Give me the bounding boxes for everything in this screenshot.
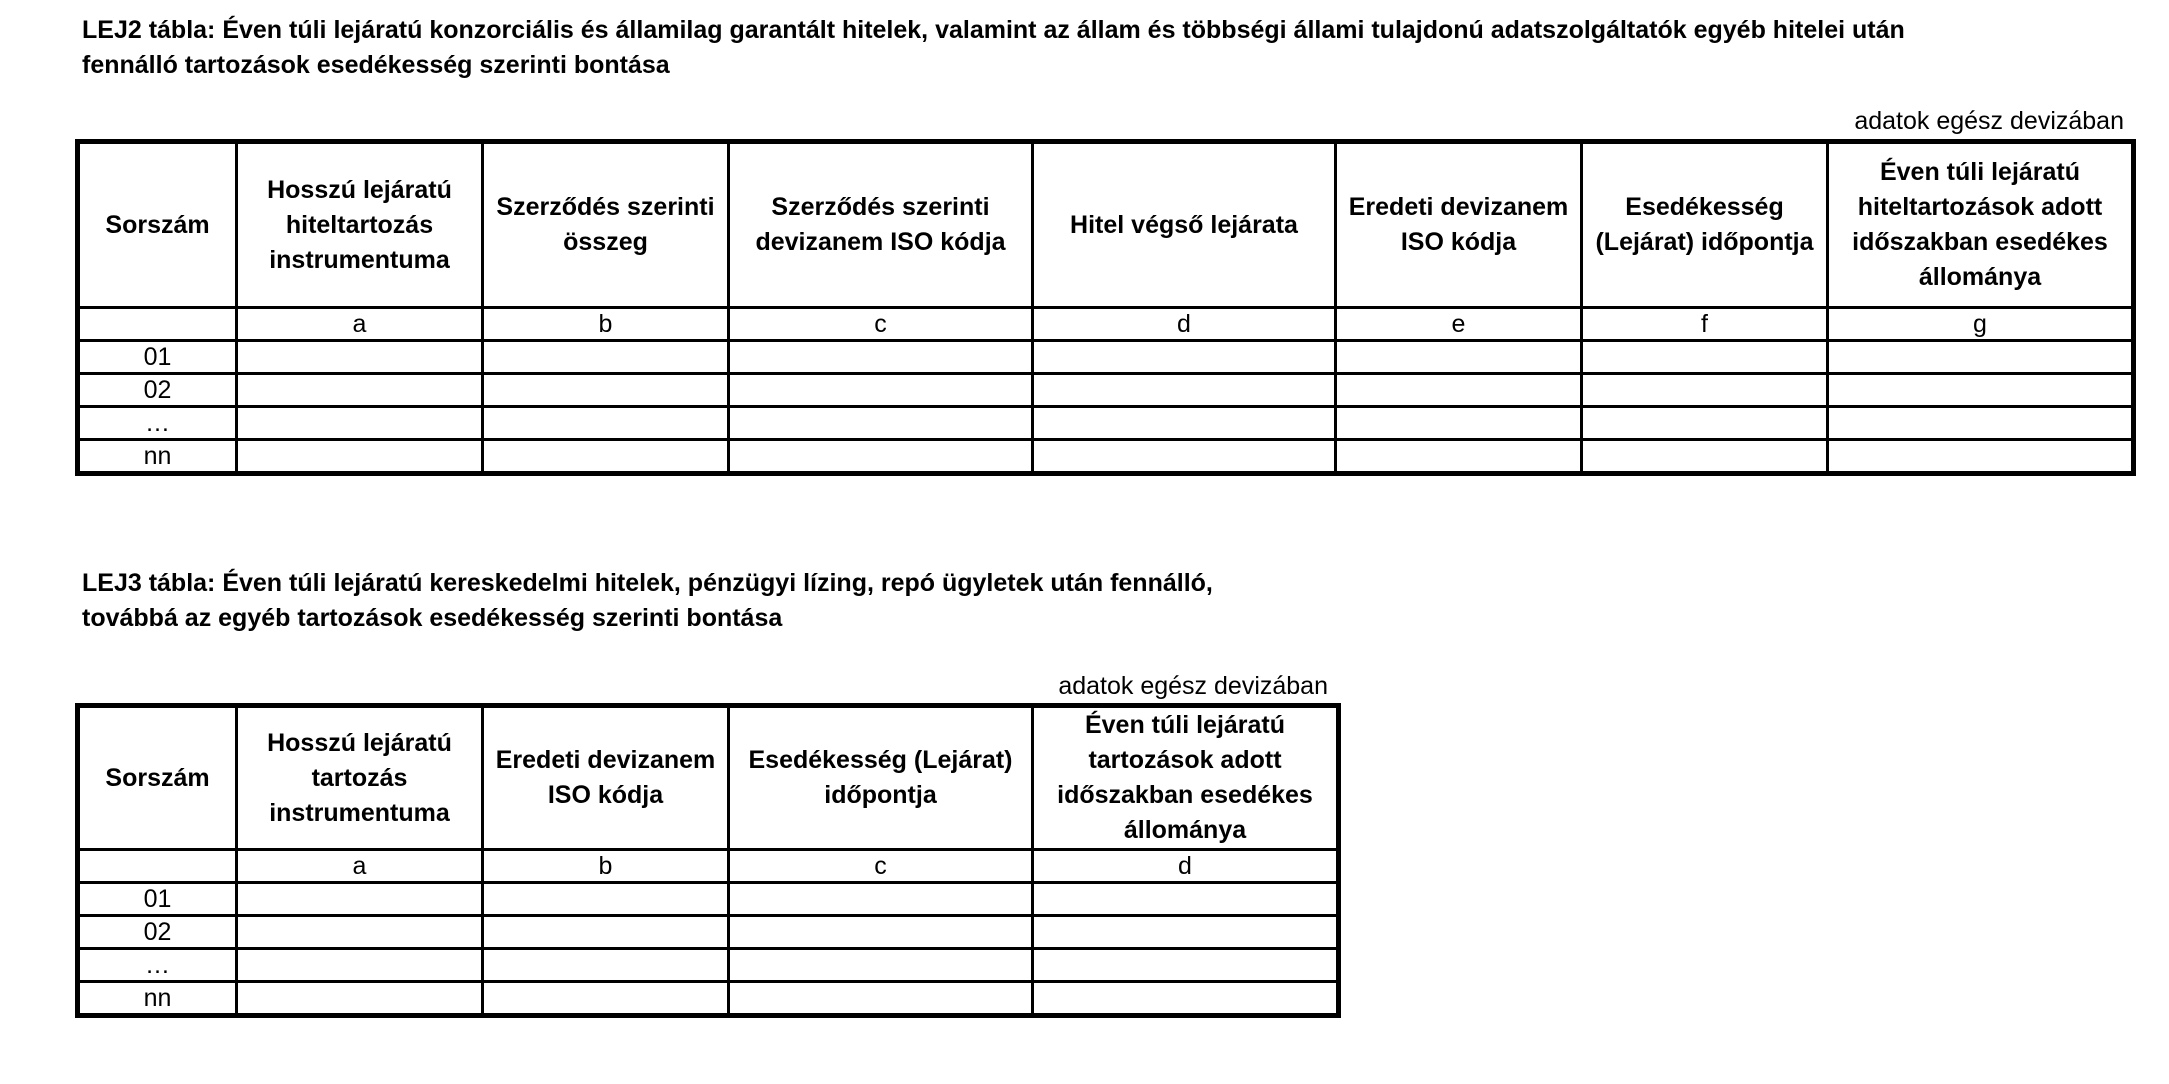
lej3-row-number: 01 bbox=[78, 883, 237, 916]
lej2-data-cell[interactable] bbox=[237, 341, 483, 374]
lej3-header-sorszam: Sorszám bbox=[78, 706, 237, 850]
lej3-row-number: 02 bbox=[78, 916, 237, 949]
lej3-table-title bbox=[82, 566, 1213, 636]
lej3-letter-cell: d bbox=[1033, 850, 1339, 883]
lej2-data-cell[interactable] bbox=[1828, 374, 2134, 407]
lej3-table-row bbox=[78, 982, 1339, 1016]
lej3-data-cell[interactable] bbox=[237, 916, 483, 949]
lej2-header-row bbox=[78, 142, 2134, 308]
lej2-row-number: 02 bbox=[78, 374, 237, 407]
lej3-row-number: … bbox=[78, 949, 237, 982]
lej3-data-cell[interactable] bbox=[483, 883, 729, 916]
lej2-table-row bbox=[78, 341, 2134, 374]
lej2-header-final-maturity: Hitel végső lejárata bbox=[1033, 142, 1336, 308]
lej2-data-cell[interactable] bbox=[1336, 374, 1582, 407]
lej2-header-original-currency-iso: Eredeti devizanem ISO kódja bbox=[1336, 142, 1582, 308]
lej2-letter-cell: a bbox=[237, 308, 483, 341]
lej2-data-cell[interactable] bbox=[483, 440, 729, 474]
lej3-currency-note: adatok egész devizában bbox=[1058, 672, 1328, 700]
lej2-title-line-1: LEJ2 tábla: Éven túli lejáratú konzorciális és államilag garantált hitelek, valamint az állam és többségi állami tulajdonú adatszolgáltatók egyéb hitelei után bbox=[82, 16, 1905, 44]
lej2-table-row bbox=[78, 440, 2134, 474]
lej3-table-row bbox=[78, 916, 1339, 949]
lej2-data-cell[interactable] bbox=[1582, 341, 1828, 374]
lej3-data-cell[interactable] bbox=[729, 916, 1033, 949]
lej3-letter-cell: a bbox=[237, 850, 483, 883]
lej2-table-row bbox=[78, 374, 2134, 407]
lej2-data-cell[interactable] bbox=[729, 374, 1033, 407]
lej2-data-cell[interactable] bbox=[1033, 440, 1336, 474]
lej2-data-cell[interactable] bbox=[237, 374, 483, 407]
lej2-data-cell[interactable] bbox=[729, 440, 1033, 474]
lej2-data-cell[interactable] bbox=[1033, 341, 1336, 374]
lej3-letter-cell: b bbox=[483, 850, 729, 883]
lej2-header-contract-amount: Szerződés szerinti összeg bbox=[483, 142, 729, 308]
lej2-data-cell[interactable] bbox=[483, 341, 729, 374]
lej3-letter-cell bbox=[78, 850, 237, 883]
lej2-letter-cell bbox=[78, 308, 237, 341]
lej2-letter-cell: d bbox=[1033, 308, 1336, 341]
lej2-letter-cell: b bbox=[483, 308, 729, 341]
lej2-data-cell[interactable] bbox=[237, 407, 483, 440]
lej2-letter-cell: f bbox=[1582, 308, 1828, 341]
lej2-header-sorszam: Sorszám bbox=[78, 142, 237, 308]
lej2-header-outstanding-stock: Éven túli lejáratú hiteltartozások adott időszakban esedékes állománya bbox=[1828, 142, 2134, 308]
lej3-data-cell[interactable] bbox=[237, 982, 483, 1016]
lej3-letter-cell: c bbox=[729, 850, 1033, 883]
lej3-row-number: nn bbox=[78, 982, 237, 1016]
lej3-data-cell[interactable] bbox=[1033, 982, 1339, 1016]
lej2-data-cell[interactable] bbox=[1033, 374, 1336, 407]
lej2-letter-cell: g bbox=[1828, 308, 2134, 341]
lej3-data-cell[interactable] bbox=[729, 982, 1033, 1016]
lej3-data-cell[interactable] bbox=[1033, 949, 1339, 982]
lej2-letter-row bbox=[78, 308, 2134, 341]
lej2-table bbox=[75, 139, 2136, 476]
lej3-data-cell[interactable] bbox=[483, 916, 729, 949]
lej3-letter-row bbox=[78, 850, 1339, 883]
lej2-data-cell[interactable] bbox=[483, 407, 729, 440]
lej2-header-instrument: Hosszú lejáratú hiteltartozás instrumentuma bbox=[237, 142, 483, 308]
lej3-data-cell[interactable] bbox=[1033, 916, 1339, 949]
lej3-header-outstanding-stock: Éven túli lejáratú tartozások adott időszakban esedékes állománya bbox=[1033, 706, 1339, 850]
lej2-data-cell[interactable] bbox=[1828, 341, 2134, 374]
lej2-data-cell[interactable] bbox=[1828, 407, 2134, 440]
lej2-row-number: 01 bbox=[78, 341, 237, 374]
lej3-data-cell[interactable] bbox=[729, 883, 1033, 916]
lej3-data-cell[interactable] bbox=[237, 949, 483, 982]
lej2-table-title bbox=[82, 13, 1905, 83]
lej3-data-cell[interactable] bbox=[483, 982, 729, 1016]
lej2-table-row bbox=[78, 407, 2134, 440]
lej3-header-original-currency-iso: Eredeti devizanem ISO kódja bbox=[483, 706, 729, 850]
lej3-header-row bbox=[78, 706, 1339, 850]
lej2-data-cell[interactable] bbox=[237, 440, 483, 474]
lej2-data-cell[interactable] bbox=[1582, 374, 1828, 407]
lej2-data-cell[interactable] bbox=[1033, 407, 1336, 440]
lej3-data-cell[interactable] bbox=[483, 949, 729, 982]
lej2-title-line-2: fennálló tartozások esedékesség szerinti bontása bbox=[82, 51, 670, 79]
lej2-header-contract-currency-iso: Szerződés szerinti devizanem ISO kódja bbox=[729, 142, 1033, 308]
lej2-row-number: … bbox=[78, 407, 237, 440]
lej2-row-number: nn bbox=[78, 440, 237, 474]
lej3-table bbox=[75, 703, 1341, 1018]
lej2-data-cell[interactable] bbox=[483, 374, 729, 407]
lej3-title-line-2: továbbá az egyéb tartozások esedékesség szerinti bontása bbox=[82, 604, 783, 632]
lej2-data-cell[interactable] bbox=[1828, 440, 2134, 474]
lej3-data-cell[interactable] bbox=[729, 949, 1033, 982]
lej2-letter-cell: e bbox=[1336, 308, 1582, 341]
lej3-data-cell[interactable] bbox=[1033, 883, 1339, 916]
lej3-title-line-1: LEJ3 tábla: Éven túli lejáratú kereskedelmi hitelek, pénzügyi lízing, repó ügyletek után fennálló, bbox=[82, 569, 1213, 597]
lej2-currency-note: adatok egész devizában bbox=[1854, 107, 2124, 135]
lej2-data-cell[interactable] bbox=[729, 407, 1033, 440]
lej2-data-cell[interactable] bbox=[1582, 440, 1828, 474]
lej2-data-cell[interactable] bbox=[729, 341, 1033, 374]
lej3-header-due-date: Esedékesség (Lejárat) időpontja bbox=[729, 706, 1033, 850]
lej3-table-row bbox=[78, 949, 1339, 982]
lej3-data-cell[interactable] bbox=[237, 883, 483, 916]
lej3-table-row bbox=[78, 883, 1339, 916]
lej2-data-cell[interactable] bbox=[1336, 341, 1582, 374]
lej3-header-instrument: Hosszú lejáratú tartozás instrumentuma bbox=[237, 706, 483, 850]
lej2-data-cell[interactable] bbox=[1336, 407, 1582, 440]
lej2-data-cell[interactable] bbox=[1336, 440, 1582, 474]
lej2-header-due-date: Esedékesség (Lejárat) időpontja bbox=[1582, 142, 1828, 308]
lej2-data-cell[interactable] bbox=[1582, 407, 1828, 440]
lej2-letter-cell: c bbox=[729, 308, 1033, 341]
